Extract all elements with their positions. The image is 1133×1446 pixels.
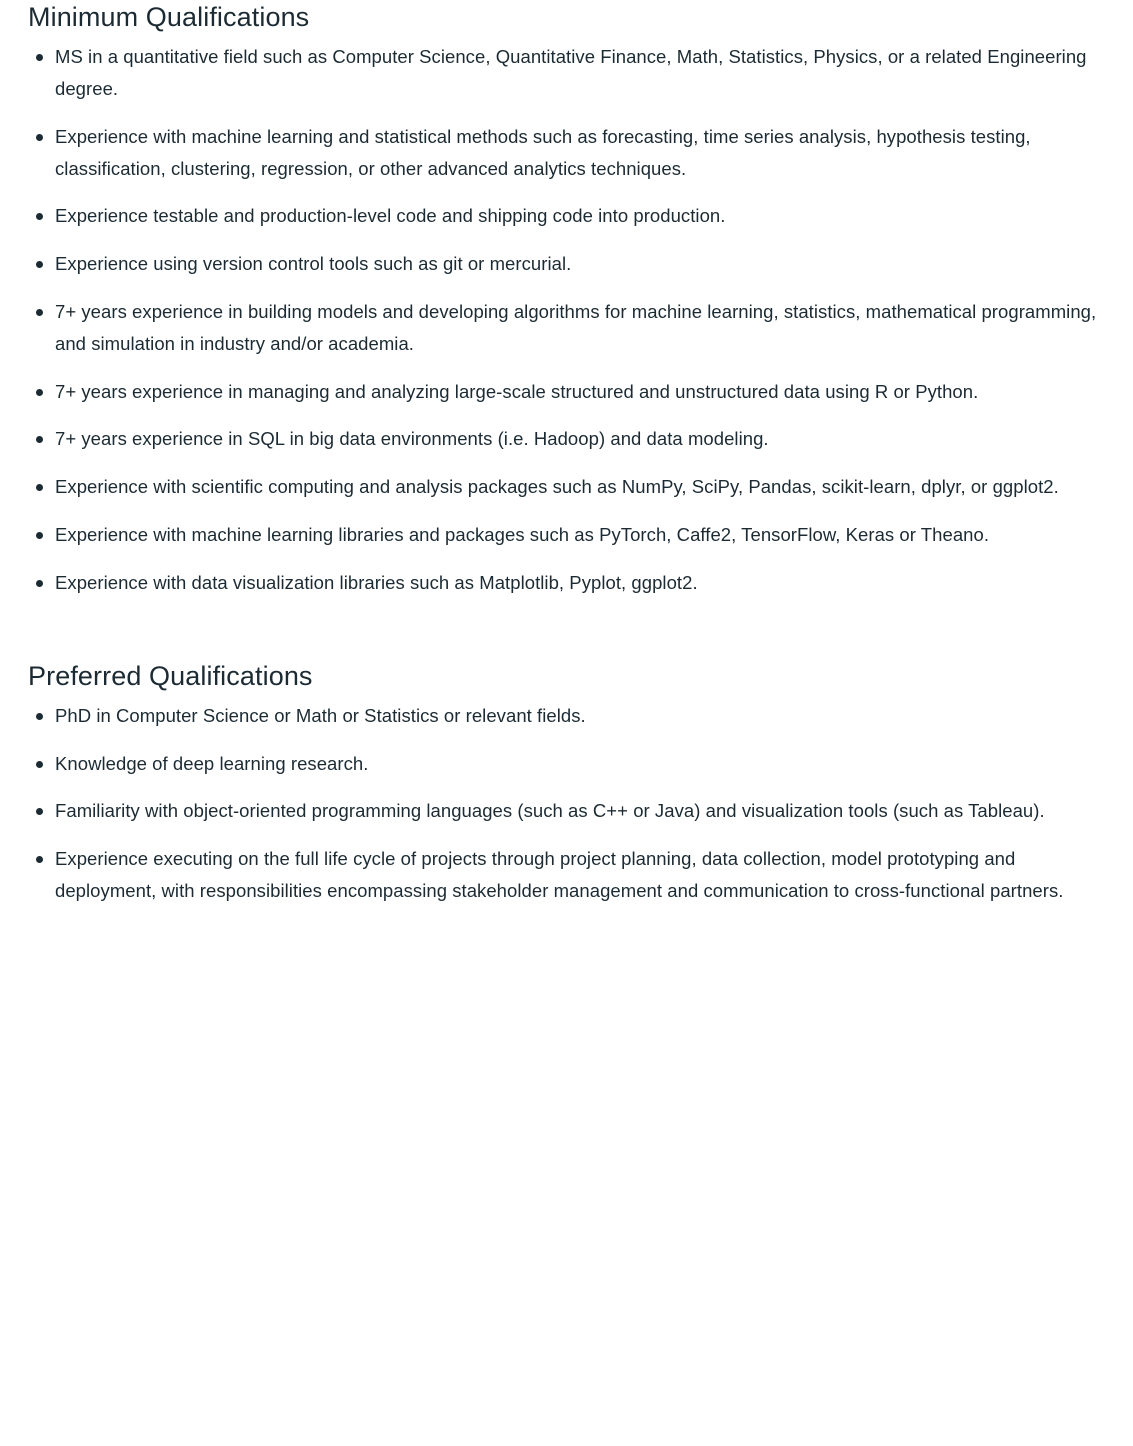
list-item: Experience executing on the full life cycle of projects through project planning, data collection, model prototyping and deployment, with responsibilities encompassing stakeholder management and communication to cross-functional partners. xyxy=(14,843,1119,907)
section-heading: Preferred Qualifications xyxy=(28,660,313,691)
list-item: Experience with data visualization libraries such as Matplotlib, Pyplot, ggplot2. xyxy=(14,567,1119,599)
minimum-qualifications-section xyxy=(14,0,1119,599)
list-item: 7+ years experience in managing and analyzing large-scale structured and unstructured data using R or Python. xyxy=(14,376,1119,408)
list-item: 7+ years experience in building models and developing algorithms for machine learning, statistics, mathematical programming, and simulation in industry and/or academia. xyxy=(14,296,1119,360)
minimum-qualifications-list xyxy=(14,41,1119,599)
list-item: Experience with machine learning libraries and packages such as PyTorch, Caffe2, TensorFlow, Keras or Theano. xyxy=(14,519,1119,551)
list-item: MS in a quantitative field such as Computer Science, Quantitative Finance, Math, Statistics, Physics, or a related Engineering degree. xyxy=(14,41,1119,105)
list-item: Experience testable and production-level code and shipping code into production. xyxy=(14,200,1119,232)
list-item: Experience using version control tools such as git or mercurial. xyxy=(14,248,1119,280)
preferred-qualifications-list xyxy=(14,700,1119,907)
preferred-qualifications-section xyxy=(14,599,1119,907)
section-heading: Minimum Qualifications xyxy=(28,2,310,32)
list-item: Knowledge of deep learning research. xyxy=(14,748,1119,780)
minimum-qualifications-heading-wrap xyxy=(14,0,1119,41)
list-item: Familiarity with object-oriented programming languages (such as C++ or Java) and visualization tools (such as Tableau). xyxy=(14,795,1119,827)
list-item: 7+ years experience in SQL in big data environments (i.e. Hadoop) and data modeling. xyxy=(14,423,1119,455)
preferred-qualifications-heading-wrap xyxy=(14,659,1119,700)
list-item: PhD in Computer Science or Math or Statistics or relevant fields. xyxy=(14,700,1119,732)
list-item: Experience with machine learning and statistical methods such as forecasting, time series analysis, hypothesis testing, classification, clustering, regression, or other advanced analytics techniques. xyxy=(14,121,1119,185)
list-item: Experience with scientific computing and analysis packages such as NumPy, SciPy, Pandas, scikit-learn, dplyr, or ggplot2. xyxy=(14,471,1119,503)
